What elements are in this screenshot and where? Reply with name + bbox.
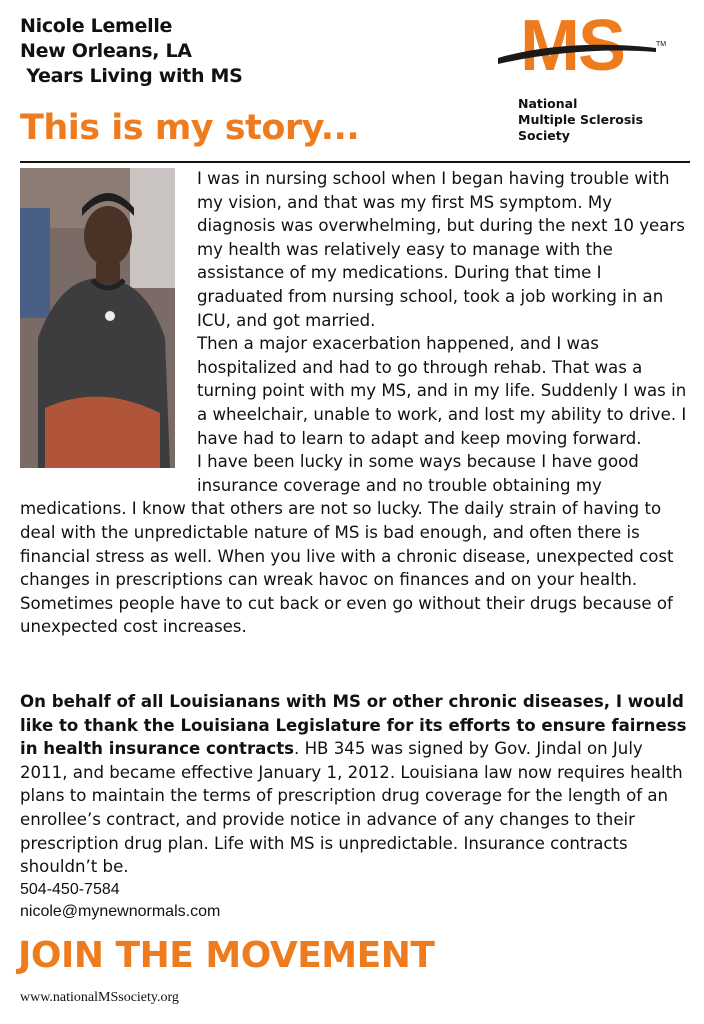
org-name-line: Society (518, 128, 570, 143)
thanks-bold-text: On behalf of all Louisianans with MS or other chronic diseases, I would like to thank the Louisiana Legislature for its efforts to ensure fairness in health insurance contracts (20, 692, 687, 759)
story-paragraph: Then a major exacerbation happened, and I was hospitalized and had to go through rehab. That was a turning point with my MS, and in my life. Suddenly I was in a wheelchair, unable to work, and lost my ability to drive. I have had to learn to adapt and keep moving forward. (197, 334, 687, 448)
trademark-mark: TM (656, 41, 667, 48)
contact-email[interactable]: nicole@mynewnormals.com (20, 902, 221, 920)
join-movement-heading: JOIN THE MOVEMENT (18, 935, 435, 976)
story-paragraph: I have been lucky in some ways because I have good insurance coverage and no trouble obtaining my medications. I know that others are not so lucky. The daily strain of having to deal with the unpredictable nature of MS is bad enough, and often there is financial stress as well. When you live with a chronic disease, unexpected cost changes in prescriptions can wreak havoc on finances and on your health. Sometimes people have to cut back or even go without their drugs because of unexpected cost increases. (20, 452, 674, 637)
website-link[interactable]: www.nationalMSsociety.org (20, 990, 179, 1005)
years-living-label: Years Living with MS (20, 65, 243, 87)
ms-society-logo (496, 8, 686, 148)
story-paragraph: I was in nursing school when I began having trouble with my vision, and that was my first MS symptom. My diagnosis was overwhelming, but during the next 10 years my health was relatively easy to manage with the assistance of my medications. During that time I graduated from nursing school, took a job working in an ICU, and got married. (197, 169, 685, 330)
author-name: Nicole Lemelle (20, 15, 173, 37)
ms-logo-letters: MS (520, 8, 624, 86)
header-divider (20, 161, 690, 163)
author-location: New Orleans, LA (20, 40, 192, 62)
ms-logo-mark-icon (496, 8, 686, 88)
author-header (20, 14, 242, 89)
thanks-text: . HB 345 was signed by Gov. Jindal on July 2011, and became effective January 1, 2012. Louisiana law now requires health plans to maintain the terms of prescription drug coverage for the length of an enrollee’s contract, and provide notice in advance of any changes to their prescription drug plan. Life with MS is unpredictable. Insurance contracts shouldn’t be. (20, 739, 683, 877)
thanks-paragraph (20, 690, 688, 879)
org-name-line: National (518, 96, 578, 111)
org-name (518, 96, 643, 144)
contact-phone: 504-450-7584 (20, 880, 120, 898)
story-body (20, 167, 688, 639)
thanks-section (20, 690, 688, 923)
org-name-line: Multiple Sclerosis (518, 112, 644, 127)
story-title: This is my story... (20, 108, 360, 148)
photo-spacer (20, 167, 197, 488)
